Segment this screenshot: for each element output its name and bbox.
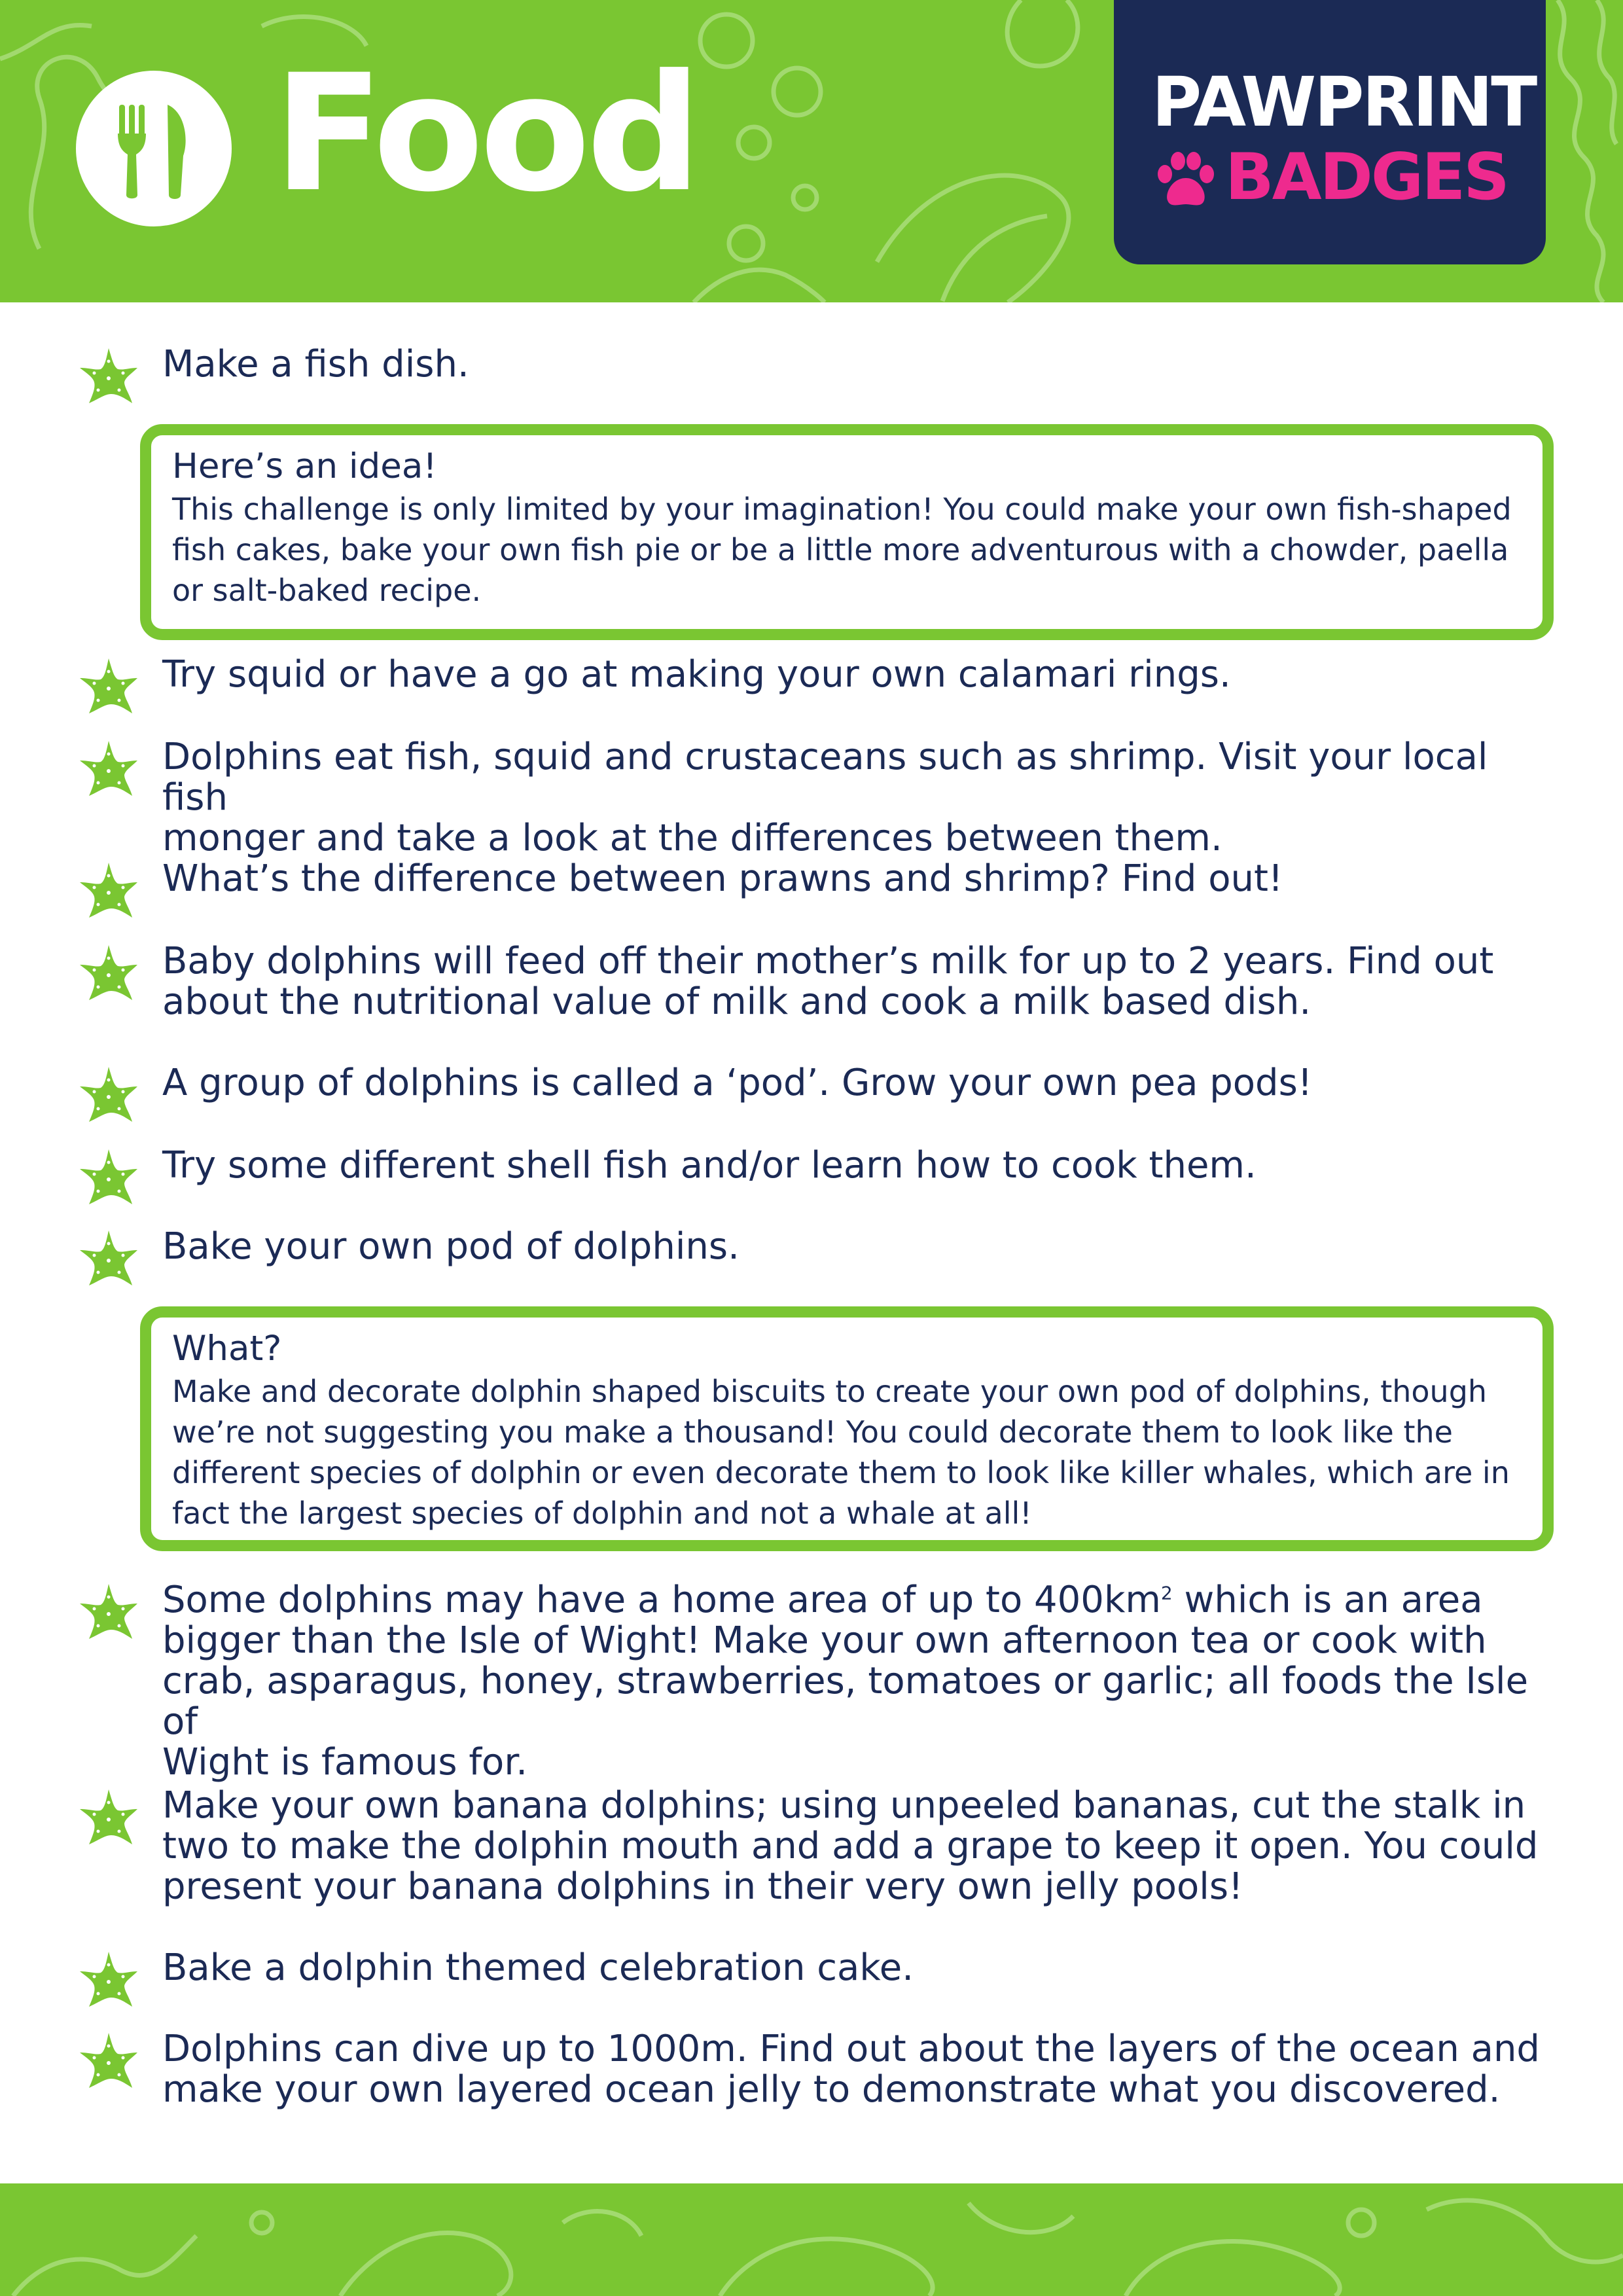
item-text: [162, 1580, 1543, 1783]
item-text: Bake your own pod of dolphins.: [162, 1225, 740, 1268]
starfish-icon: [77, 1580, 140, 1643]
logo-line-2: BADGES: [1225, 140, 1508, 215]
item-text: Dolphins can dive up to 1000m. Find out about the layers of the ocean and make your own layered ocean jelly to demonstrate what you discovered.: [162, 2028, 1540, 2111]
item-text: Dolphins eat fish, squid and crustaceans such as shrimp. Visit your local fish monger and take a look at the differences between them.: [162, 736, 1488, 859]
starfish-icon: [77, 1227, 140, 1289]
item-text: Try some different shell fish and/or learn how to cook them.: [162, 1144, 1257, 1187]
footer-banner: [0, 2183, 1623, 2296]
starfish-icon: [77, 1785, 140, 1848]
item-text: Bake a dolphin themed celebration cake.: [162, 1946, 914, 1989]
starfish-icon: [77, 1063, 140, 1126]
superscript-2: 2: [1160, 1582, 1173, 1604]
item-text: What’s the difference between prawns and shrimp? Find out!: [162, 857, 1283, 900]
idea-box: [140, 424, 1554, 640]
header-banner: [0, 0, 1623, 302]
box-title: What?: [172, 1329, 282, 1369]
starfish-icon: [77, 941, 140, 1004]
starfish-icon: [77, 859, 140, 922]
item-text-start: Some dolphins may have a home area of up to 400km: [162, 1579, 1161, 1621]
starfish-icon: [77, 655, 140, 717]
starfish-icon: [77, 2029, 140, 2092]
item-text: Make a fish dish.: [162, 343, 469, 386]
fork-knife-icon: [76, 71, 232, 226]
item-text: Make your own banana dolphins; using unpeeled bananas, cut the stalk in two to make the dolphin mouth and add a grape to keep it open. You could present your banana dolphins in their very own jelly pools!: [162, 1784, 1539, 1908]
sea-doodle-decoration: [0, 2183, 1623, 2296]
paw-icon: [1152, 147, 1217, 212]
box-text: Make and decorate dolphin shaped biscuits to create your own pod of dolphins, though we’re not suggesting you make a thousand! You could decorate them to look like the different species of dolphin or even decorate them to look like killer whales, which are in fact the largest species of dolphin and not a whale at all!: [172, 1374, 1510, 1531]
logo-line-1: PAWPRINT: [1152, 62, 1536, 142]
item-text: A group of dolphins is called a ‘pod’. Grow your own pea pods!: [162, 1062, 1313, 1104]
item-text: Baby dolphins will feed off their mother’s milk for up to 2 years. Find out about the nutritional value of milk and cook a milk based dish.: [162, 940, 1494, 1023]
item-text: Try squid or have a go at making your own calamari rings.: [162, 653, 1231, 696]
starfish-icon: [77, 344, 140, 407]
what-box: [140, 1306, 1554, 1551]
box-text: This challenge is only limited by your imagination! You could make your own fish-shaped fish cakes, bake your own fish pie or be a little more adventurous with a chowder, paella or salt-baked recipe.: [172, 492, 1512, 608]
item-text-end: which is an area bigger than the Isle of Wight! Make your own afternoon tea or cook with crab, asparagus, honey, strawberries, tomatoes or garlic; all foods the Isle of Wight is famous for.: [162, 1579, 1529, 1784]
page-title: Food: [274, 41, 698, 228]
starfish-icon: [77, 1948, 140, 2011]
pawprint-badges-logo: [1114, 0, 1546, 264]
starfish-icon: [77, 1145, 140, 1208]
starfish-icon: [77, 737, 140, 800]
box-title: Here’s an idea!: [172, 446, 437, 486]
